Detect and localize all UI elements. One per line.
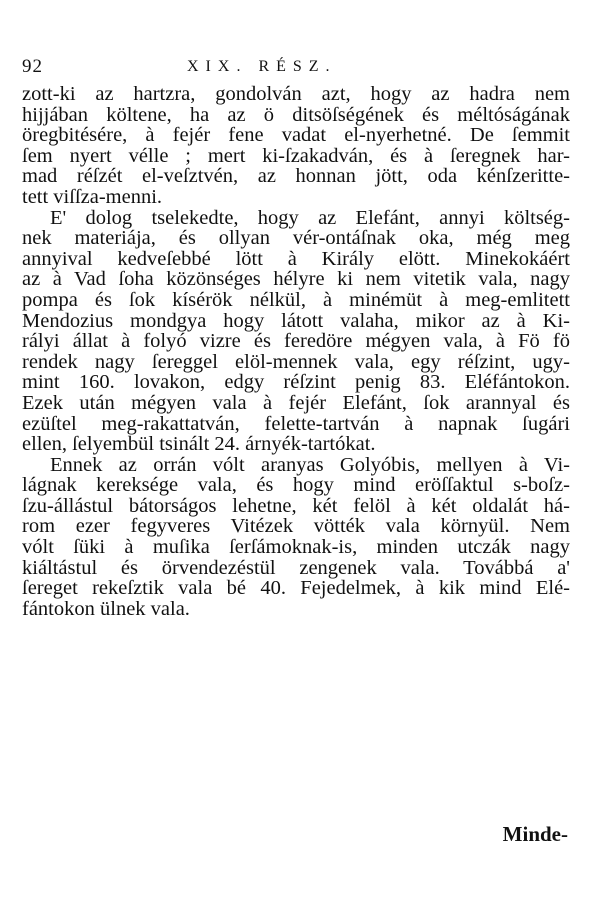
paragraph-2 [22,208,570,455]
text-line: az à Vad ſoha közönséges hélyre ki nem vitetik vala, nagy [22,268,570,291]
text-line: E' dolog tselekedte, hogy az Elefánt, annyi költség- [50,206,570,229]
page-number: 92 [22,56,43,77]
text-line: hijjában költene, ha az ö ditsöſségének és méltóságának [22,103,570,126]
text-line: zott-ki az hartzra, gondolván azt, hogy az hadra nem [22,83,570,105]
text-line: mad réſzét el-veſztvén, az honnan jött, oda kénſzeritte- [22,165,570,188]
text-line: ſem nyert vélle ; mert ki-ſzakadván, és à ſeregnek har- [22,144,570,167]
text-line: öregbitésére, à fejér fene vadat el-nyerhetné. De ſemmit [22,124,570,147]
catchword: Minde- [502,822,568,846]
text-line: rályi állat à folyó vizre és feredöre mégyen vala, à Fö fö [22,330,570,353]
text-line: ſereget rekeſztik vala bé 40. Fejedelmek, à kik mind Elé- [22,577,570,600]
text-line: ellen, ſelyembül tsinált 24. árnyék-tartókat. [22,433,376,456]
text-line: tett viſſza-menni. [22,185,163,208]
text-line: Ennek az orrán vólt aranyas Golyóbis, mellyen à Vi- [50,453,570,476]
text-line: nek materiája, és ollyan vér-ontáſnak oka, még meg [22,227,570,250]
body-text [22,84,570,619]
text-line: ſzu-állástul bátorságos lehetne, két felöl à két oldalát há- [22,494,570,517]
text-line: fántokon ülnek vala. [22,597,190,620]
text-line: ezüſtel meg-rakattatván, felette-tartván à napnak ſugári [22,412,570,435]
page-header [22,56,570,84]
text-line: mint 160. lovakon, edgy réſzint penig 83. Eléfántokon. [22,371,570,394]
text-line: pompa és ſok kísérök nélkül, à minémüt à meg-emlitett [22,288,570,311]
text-line: rom ezer fegyveres Vitézek vötték vala környül. Nem [22,515,570,538]
text-line: lágnak kereksége vala, és hogy mind eröſſaktul s-boſz- [22,474,570,497]
paragraph-3 [22,455,570,620]
running-head: XIX. RÉSZ. [187,58,337,75]
paragraph-1 [22,84,570,208]
text-line: vólt ſüki à muſika ſerſámoknak-is, minden utczák nagy [22,536,570,559]
text-line: Mendozius mondgya hogy látott valaha, mikor az à Ki- [22,309,570,332]
text-line: rendek nagy ſereggel elöl-mennek vala, egy réſzint, ugy- [22,350,570,373]
text-line: Ezek után mégyen vala à fejér Elefánt, ſok arannyal és [22,391,570,414]
text-line: annyival kedveſebbé lött à Király elött. Minekokáért [22,247,570,270]
text-line: kiáltástul és örvendezéstül zengenek vala. Továbbá a' [22,556,570,579]
